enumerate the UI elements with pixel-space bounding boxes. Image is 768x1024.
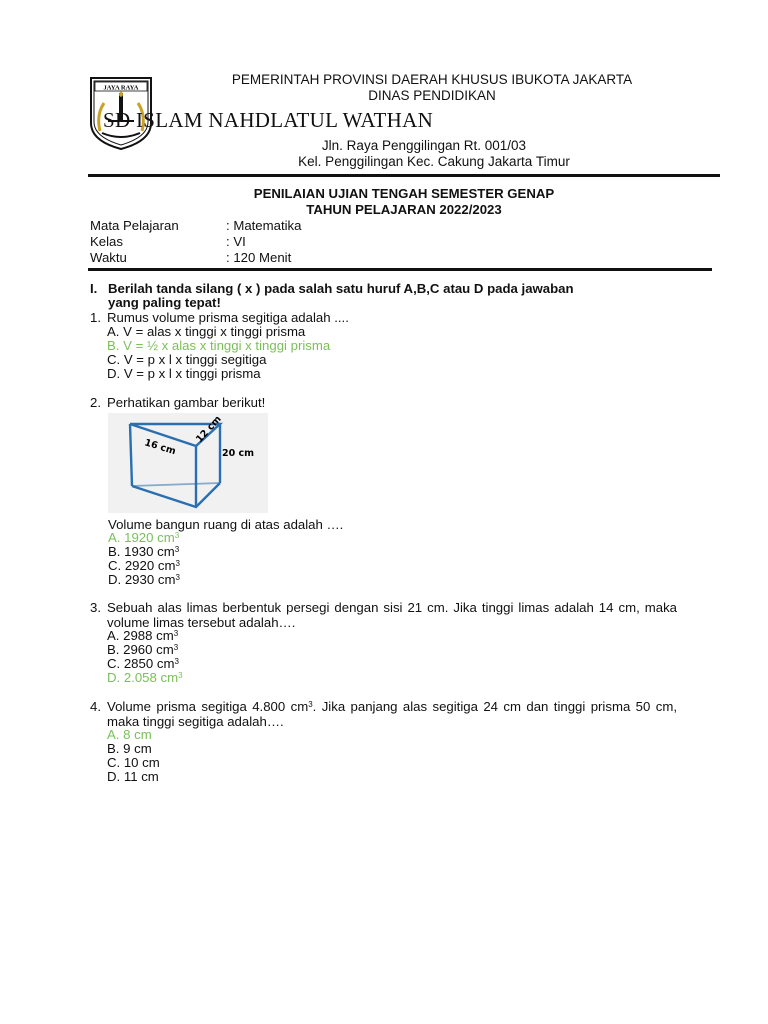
option-correct[interactable]: A. 1920 $cm^3$ bbox=[108, 530, 180, 545]
question-text: Rumus volume prisma segitiga adalah .... bbox=[107, 310, 349, 325]
option[interactable]: A. 2988 $cm^3$ bbox=[107, 628, 179, 643]
option[interactable]: D. 2930 $cm^3$ bbox=[108, 572, 180, 587]
option[interactable]: D. 11 cm bbox=[107, 769, 159, 784]
section-instruction: Berilah tanda silang ( x ) pada salah satu huruf A,B,C atau D pada jawaban bbox=[108, 281, 574, 296]
option[interactable]: B. 1930 $cm^3$ bbox=[108, 544, 180, 559]
option[interactable]: D. V = p x l x tinggi prisma bbox=[107, 366, 261, 381]
option[interactable]: C. 10 cm bbox=[107, 755, 160, 770]
school-name: SD ISLAM NAHDLATUL WATHAN bbox=[103, 108, 434, 132]
info-divider bbox=[88, 268, 712, 271]
question-number: 2. bbox=[90, 395, 101, 410]
question-number: 4. bbox=[90, 699, 101, 714]
question-number: 3. bbox=[90, 600, 101, 615]
info-label: Mata Pelajaran bbox=[90, 218, 179, 233]
prism-figure bbox=[108, 413, 268, 513]
gov-line: PEMERINTAH PROVINSI DAERAH KHUSUS IBUKOTA JAKARTA bbox=[231, 72, 633, 87]
info-value: : 120 Menit bbox=[226, 250, 292, 265]
question-number: 1. bbox=[90, 310, 101, 325]
option[interactable]: C. 2920 $cm^3$ bbox=[108, 558, 180, 573]
exam-year: TAHUN PELAJARAN 2022/2023 bbox=[306, 202, 502, 217]
dept-line: DINAS PENDIDIKAN bbox=[368, 88, 496, 103]
address-line-1: Jln. Raya Penggilingan Rt. 001/03 bbox=[321, 138, 527, 153]
option-correct[interactable]: D. 2.058 $cm^3$ bbox=[107, 670, 183, 685]
question-prompt: Volume bangun ruang di atas adalah …. bbox=[108, 517, 344, 532]
figure-label-12cm: 12 cm bbox=[194, 413, 224, 446]
option[interactable]: C. 2850 $cm^3$ bbox=[107, 656, 179, 671]
info-label: Kelas bbox=[90, 234, 123, 249]
logo-text: JAYA RAYA bbox=[103, 84, 139, 92]
header-divider bbox=[88, 174, 720, 177]
option[interactable]: B. 9 cm bbox=[107, 741, 152, 756]
question-text: Perhatikan gambar berikut! bbox=[107, 395, 266, 410]
option-correct[interactable]: B. V = ½ x alas x tinggi x tinggi prisma bbox=[107, 338, 331, 353]
figure-label-16cm: 16 cm bbox=[143, 437, 178, 458]
option[interactable]: C. V = p x l x tinggi segitiga bbox=[107, 352, 267, 367]
info-value: : Matematika bbox=[226, 218, 302, 233]
option[interactable]: A. V = alas x tinggi x tinggi prisma bbox=[107, 324, 306, 339]
info-value: : VI bbox=[226, 234, 246, 249]
option[interactable]: B. 2960 $cm^3$ bbox=[107, 642, 179, 657]
question-text: Sebuah alas limas berbentuk persegi dengan sisi 21 cm. Jika tinggi limas adalah 14 cm, maka volume limas tersebut adalah…. bbox=[107, 600, 677, 630]
section-number: I. bbox=[90, 281, 98, 296]
figure-label-20cm: 20 cm bbox=[222, 448, 255, 459]
address-line-2: Kel. Penggilingan Kec. Cakung Jakarta Timur bbox=[298, 154, 570, 169]
option-correct[interactable]: A. 8 cm bbox=[107, 727, 152, 742]
info-label: Waktu bbox=[90, 250, 127, 265]
exam-title: PENILAIAN UJIAN TENGAH SEMESTER GENAP bbox=[253, 186, 555, 201]
section-instruction: yang paling tepat! bbox=[108, 295, 221, 310]
question-text: Volume prisma segitiga 4.800 $cm^3$. Jika panjang alas segitiga 24 cm dan tinggi prisma 50 cm, maka tinggi segitiga adalah…. bbox=[107, 699, 677, 729]
